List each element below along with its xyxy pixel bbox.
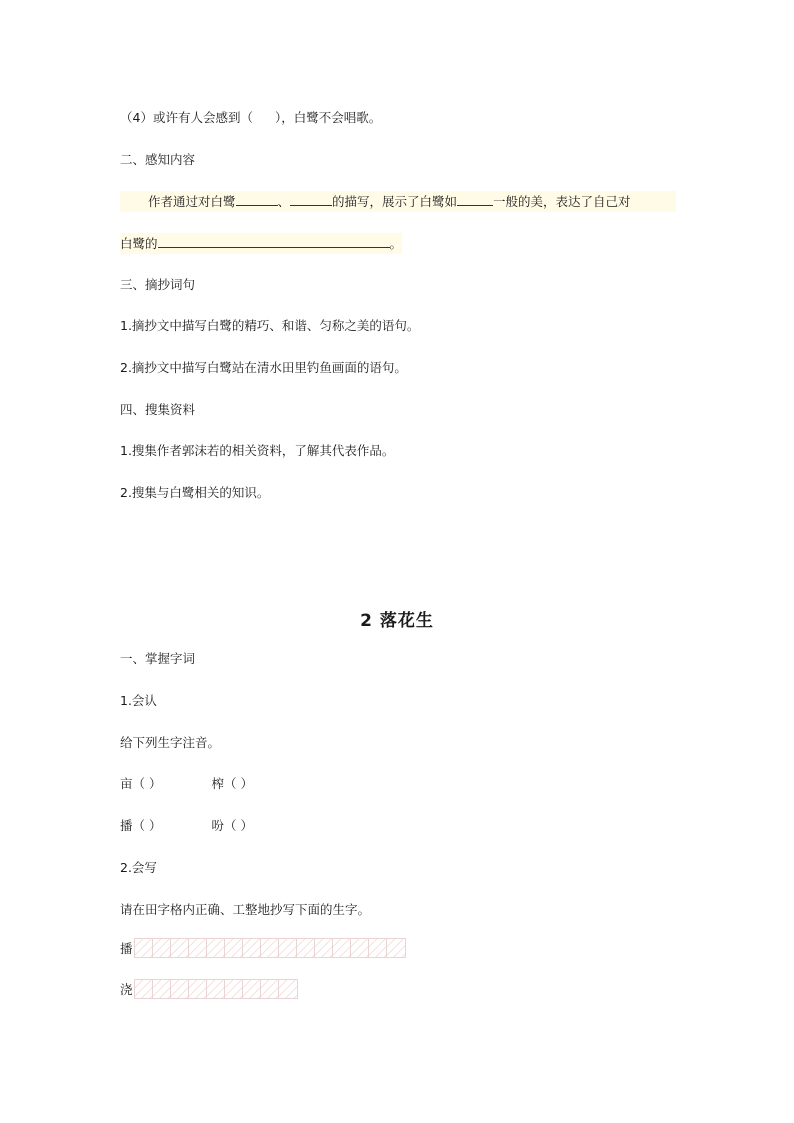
grid-cell[interactable] xyxy=(171,980,189,998)
perceive-sentence-line2 xyxy=(120,233,402,254)
grid-cell[interactable] xyxy=(225,939,243,957)
grid-cell[interactable] xyxy=(333,939,351,957)
grid-cell[interactable] xyxy=(279,939,297,957)
research-item-2: 2.搜集与白鹭相关的知识。 xyxy=(120,485,270,500)
question-4-prefix: （4）或许有人会感到（ xyxy=(120,110,253,125)
pinyin-answer-box[interactable]: （ ） xyxy=(223,818,253,833)
research-item-1: 1.搜集作者郭沫若的相关资料，了解其代表作品。 xyxy=(120,443,395,458)
perceive-sentence-line1 xyxy=(120,191,676,212)
text-segment: 白鹭的 xyxy=(120,236,158,251)
text-segment: 、 xyxy=(277,194,291,209)
pinyin-answer-box[interactable]: （ ） xyxy=(223,776,253,791)
pinyin-char: 榨 xyxy=(211,776,224,791)
grid-cell[interactable] xyxy=(369,939,387,957)
section-heading-perceive: 二、感知内容 xyxy=(120,152,196,167)
grid-cell[interactable] xyxy=(207,980,225,998)
tianzige-grid[interactable] xyxy=(134,938,406,958)
text-segment: 一般的美，表达了自己对 xyxy=(493,194,631,209)
grid-cell[interactable] xyxy=(297,939,315,957)
pinyin-char: 亩 xyxy=(120,776,133,791)
question-4 xyxy=(120,108,381,128)
text-segment: 的描写，展示了白鹭如 xyxy=(332,194,458,209)
pinyin-answer-box[interactable]: （ ） xyxy=(132,776,162,791)
section-heading-words: 一、掌握字词 xyxy=(120,651,196,666)
writing-char: 浇 xyxy=(120,982,133,997)
section-heading-excerpt: 三、摘抄词句 xyxy=(120,277,196,292)
grid-cell[interactable] xyxy=(279,980,297,998)
pinyin-char: 播 xyxy=(120,818,133,833)
pinyin-char: 吩 xyxy=(211,818,224,833)
writing-char: 播 xyxy=(120,941,133,956)
tianzige-grid[interactable] xyxy=(134,979,298,999)
grid-cell[interactable] xyxy=(189,980,207,998)
grid-cell[interactable] xyxy=(225,980,243,998)
grid-cell[interactable] xyxy=(189,939,207,957)
grid-cell[interactable] xyxy=(351,939,369,957)
instruction-copy: 请在田字格内正确、工整地抄写下面的生字。 xyxy=(120,902,371,917)
excerpt-item-2: 2.摘抄文中描写白鹭站在清水田里钓鱼画面的语句。 xyxy=(120,360,407,375)
grid-cell[interactable] xyxy=(387,939,405,957)
grid-cell[interactable] xyxy=(207,939,225,957)
lesson-title: 2 落花生 xyxy=(360,611,434,631)
grid-cell[interactable] xyxy=(153,980,171,998)
pinyin-answer-box[interactable]: （ ） xyxy=(132,818,162,833)
question-4-suffix: ），白鹭不会唱歌。 xyxy=(274,110,382,125)
excerpt-item-1: 1.摘抄文中描写白鹭的精巧、和谐、匀称之美的语句。 xyxy=(120,318,420,333)
instruction-pinyin: 给下列生字注音。 xyxy=(120,735,221,750)
subheading-recognize: 1.会认 xyxy=(120,693,157,708)
pinyin-row-2 xyxy=(120,816,253,836)
subheading-write: 2.会写 xyxy=(120,860,157,875)
pinyin-row-1 xyxy=(120,774,253,794)
grid-cell[interactable] xyxy=(171,939,189,957)
text-segment: 作者通过对白鹭 xyxy=(148,194,236,209)
grid-cell[interactable] xyxy=(135,939,153,957)
grid-cell[interactable] xyxy=(243,980,261,998)
grid-cell[interactable] xyxy=(243,939,261,957)
text-segment: 。 xyxy=(389,236,403,251)
answer-blank[interactable] xyxy=(457,191,493,206)
grid-cell[interactable] xyxy=(261,980,279,998)
section-heading-research: 四、搜集资料 xyxy=(120,402,196,417)
grid-cell[interactable] xyxy=(135,980,153,998)
writing-row-2 xyxy=(120,979,298,999)
grid-cell[interactable] xyxy=(261,939,279,957)
grid-cell[interactable] xyxy=(153,939,171,957)
grid-cell[interactable] xyxy=(315,939,333,957)
answer-blank[interactable] xyxy=(290,191,332,206)
writing-row-1 xyxy=(120,938,406,958)
answer-blank[interactable] xyxy=(158,233,390,248)
answer-blank[interactable] xyxy=(236,191,278,206)
